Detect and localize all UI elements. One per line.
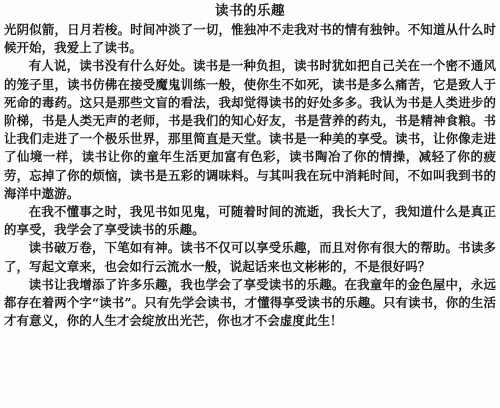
paragraph-4: 读书破万卷，下笔如有神。读书不仅可以享受乐趣，而且对你有很大的帮助。书读多了，写起文章来，也会如行云流水一般，说起话来也文彬彬的，不是很好吗？	[4, 240, 496, 274]
paragraph-5: 读书让我增添了许多乐趣，我也学会了享受读书的乐趣。在我童年的金色屋中，永远都存在着两个字“读书”。只有先学会读书，才懂得享受读书的乐趣。只有读书，你的生活才有意义，你的人生才会绽放出光芒，你也才不会虚度此生！	[4, 276, 496, 329]
paragraph-1: 光阴似箭，日月若梭。时间冲淡了一切，惟独冲不走我对书的情有独钟。不知道从什么时候开始，我爱上了读书。	[4, 22, 496, 56]
paragraph-3: 在我不懂事之时，我见书如见鬼，可随着时间的流逝，我长大了，我知道什么是真正的享受，我学会了享受读书的乐趣。	[4, 204, 496, 238]
paragraph-2: 有人说，读书没有什么好处。读书是一种负担，读书时犹如把自己关在一个密不通风的笼子里，读书仿佛在接受魔鬼训练一般，使你生不如死，读书是多么痛苦，它是致人于死命的毒药。这只是那些文盲的看法，我却觉得读书的好处多多。我认为书是人类进步的阶梯，书是人类无声的老师，书是我们的知心好友，书是营养的药丸，书是精神食粮。书让我们走进了一个极乐世界，那里简直是天堂。读书是一种美的享受。读书，让你像走进了仙境一样，读书让你的童年生活更加富有色彩，读书陶冶了你的情操，减轻了你的疲劳，忘掉了你的烦恼，读书是五彩的调味料。与其叫我在玩中消耗时间，不如叫我到书的海洋中遨游。	[4, 58, 496, 201]
document-title: 读书的乐趣	[215, 3, 285, 19]
document-body	[4, 21, 496, 330]
